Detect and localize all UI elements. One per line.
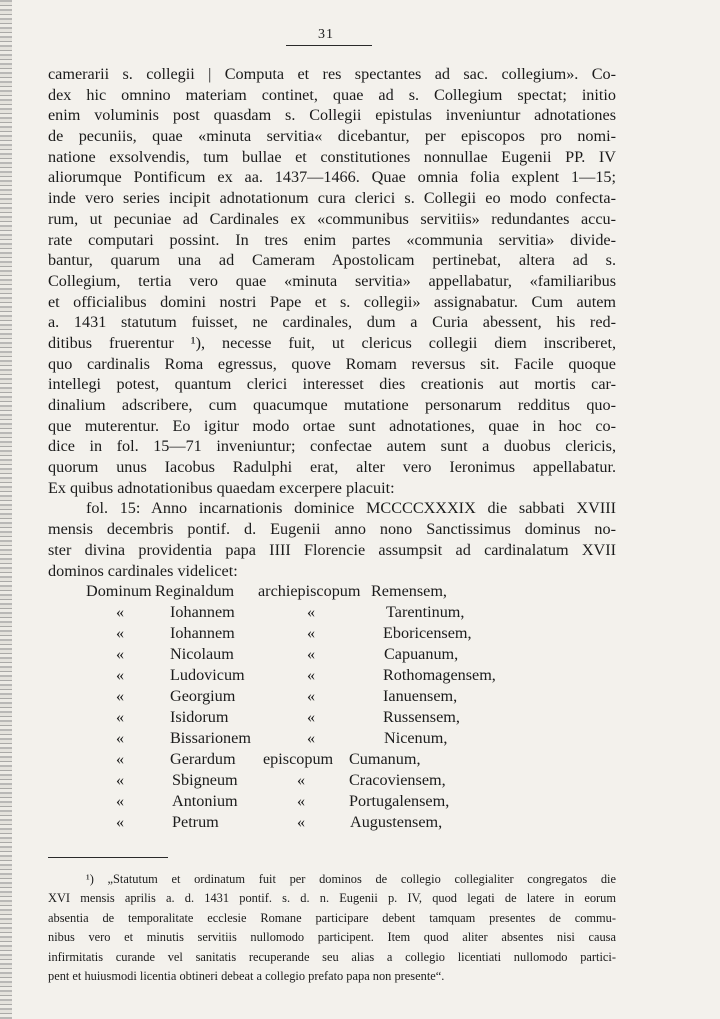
cardinal-rank: « bbox=[307, 687, 316, 705]
row-prefix: « bbox=[116, 750, 125, 768]
text-line: natione exsolvendis, tum bullae et constitutiones nonnullae Eugenii PP. IV bbox=[48, 147, 616, 166]
cardinal-see: Cumanum, bbox=[349, 750, 421, 768]
text-line: et officialibus domini nostri Pape et s. collegii» assignabatur. Cum autem bbox=[48, 292, 616, 311]
cardinal-rank: « bbox=[307, 603, 316, 621]
page-number: 31 bbox=[318, 27, 334, 42]
row-prefix: « bbox=[116, 666, 125, 684]
text-line: dice in fol. 15—71 inveniuntur; confectae autem sunt a duobus clericis, bbox=[48, 437, 616, 456]
cardinal-rank: « bbox=[307, 666, 316, 684]
cardinal-name: Isidorum bbox=[170, 708, 229, 726]
page-number-rule bbox=[286, 45, 372, 46]
cardinal-name: Ludovicum bbox=[170, 666, 245, 684]
footnote bbox=[48, 870, 616, 986]
cardinal-name: Iohannem bbox=[170, 624, 235, 642]
cardinal-name: Iohannem bbox=[170, 603, 235, 621]
text-line: fol. 15: Anno incarnationis dominice MCCCCXXXIX die sabbati XVIII bbox=[86, 499, 616, 518]
text-line: dex hic omnino materiam continet, quae ad s. Collegium spectat; initio bbox=[48, 85, 616, 104]
cardinal-rank: « bbox=[307, 645, 316, 663]
text-line: enim voluminis post quasdam s. Collegii epistulas inveniuntur adnotationes bbox=[48, 106, 616, 125]
text-line: intellegi potest, quantum clerici interesset dies creationis aut mortis car- bbox=[48, 375, 616, 394]
text-line: ster divina providentia papa IIII Florencie assumpsit ad cardinalatum XVII bbox=[48, 540, 616, 559]
cardinal-see: Russensem, bbox=[383, 708, 460, 726]
row-prefix: « bbox=[116, 708, 125, 726]
text-line: quorum unus Iacobus Radulphi erat, alter vero Ieronimus appellabatur. bbox=[48, 458, 616, 477]
cardinal-rank: « bbox=[297, 771, 306, 789]
row-prefix: « bbox=[116, 771, 125, 789]
text-line: quo cardinalis Roma egressus, quove Romam reversus sit. Facile quoque bbox=[48, 354, 616, 373]
cardinal-rank: « bbox=[297, 813, 306, 831]
footnote-line: infirmitatis curande vel sanitatis recuperande seu alias a collegio licentiati nullomodo partici- bbox=[48, 949, 616, 964]
cardinal-see: Rothomagensem, bbox=[383, 666, 496, 684]
text-line: Collegium, tertia vero quae «minuta servitia» appellabatur, «familiaribus bbox=[48, 271, 616, 290]
row-prefix: « bbox=[116, 624, 125, 642]
cardinal-rank: « bbox=[297, 792, 306, 810]
cardinal-see: Augustensem, bbox=[350, 813, 443, 831]
row-prefix: « bbox=[116, 687, 125, 705]
cardinal-rank: episcopum bbox=[263, 750, 334, 768]
cardinal-name: Reginaldum bbox=[155, 582, 235, 600]
row-prefix: « bbox=[116, 813, 125, 831]
text-line: rate computari possint. In tres enim partes «communia servitia» divide- bbox=[48, 230, 616, 249]
text-line: dinalium adscribere, cum quacumque mutatione personarum redditus quo- bbox=[48, 396, 616, 414]
text-line: de pecuniis, quae «minuta servitia« dicebantur, per episcopos pro nomi- bbox=[48, 127, 616, 146]
row-prefix: « bbox=[116, 603, 125, 621]
text-line: que muterentur. Eo igitur modo ortae sunt adnotationes, quae in hoc co- bbox=[48, 416, 616, 435]
row-prefix: « bbox=[116, 645, 125, 663]
text-line: inde vero series incipit adnotationum cura clerici s. Collegii eo modo confecta- bbox=[48, 189, 616, 208]
cardinal-name: Gerardum bbox=[170, 750, 236, 768]
footnote-line: XVI mensis aprilis a. d. 1431 pontif. s. d. n. Eugenii p. IV, quod legati de latere in eorum bbox=[48, 891, 616, 906]
cardinal-rank: « bbox=[307, 729, 316, 747]
text-line: dominos cardinales videlicet: bbox=[48, 561, 238, 580]
cardinal-see: Eboricensem, bbox=[383, 624, 472, 642]
row-prefix: « bbox=[116, 729, 125, 747]
footnote-line: pent et huiusmodi licentia obtineri debeat a collegio prefato papa non presente“. bbox=[48, 968, 445, 983]
cardinal-name: Georgium bbox=[170, 687, 236, 705]
text-line: a. 1431 statutum fuisset, ne cardinales, dum a Curia abessent, his red- bbox=[48, 313, 616, 332]
text-line: bantur, quarum una ad Cameram Apostolicam pertinebat, altera ad s. bbox=[48, 251, 616, 270]
cardinal-name: Nicolaum bbox=[170, 645, 234, 663]
cardinal-see: Tarentinum, bbox=[386, 603, 465, 621]
text-line: Ex quibus adnotationibus quaedam excerpere placuit: bbox=[48, 478, 395, 497]
footnote-rule bbox=[48, 857, 168, 858]
text-line: camerarii s. collegii | Computa et res spectantes ad sac. collegium». Co- bbox=[48, 65, 616, 83]
cardinal-see: Capuanum, bbox=[384, 645, 459, 663]
row-prefix: Dominum bbox=[86, 582, 152, 600]
cardinal-name: Petrum bbox=[172, 813, 219, 831]
cardinal-see: Remensem, bbox=[371, 582, 447, 600]
book-spine-edge bbox=[0, 0, 12, 1019]
cardinal-name: Sbigneum bbox=[172, 771, 238, 789]
main-text bbox=[48, 64, 616, 581]
text-line: aliorumque Pontificum ex aa. 1437—1466. Quae omnia folia explent 1—15; bbox=[48, 168, 616, 187]
cardinal-see: Cracoviensem, bbox=[349, 771, 446, 789]
text-line: rum, ut pecuniae ad Cardinales ex «communibus servitiis» redundantes accu- bbox=[48, 209, 616, 228]
footnote-line: nibus vero et minutis servitiis nullomodo participent. Item quod aliter absentes nisi causa bbox=[48, 930, 616, 945]
cardinal-see: Ianuensem, bbox=[383, 687, 458, 705]
cardinal-see: Nicenum, bbox=[384, 729, 448, 747]
text-line: ditibus fruerentur ¹), necesse fuit, ut clericus collegii diem inscriberet, bbox=[48, 333, 616, 352]
cardinal-rank: « bbox=[307, 624, 316, 642]
row-prefix: « bbox=[116, 792, 125, 810]
text-line: mensis decembris pontif. d. Eugenii anno nono Sanctissimus dominus no- bbox=[48, 520, 616, 539]
cardinal-rank: archiepiscopum bbox=[258, 582, 361, 600]
footnote-line: ¹) „Statutum et ordinatum fuit per dominos de collegio collegialiter congregatos die bbox=[86, 872, 616, 886]
cardinal-name: Bissarionem bbox=[170, 729, 251, 747]
footnote-line: absentia de temporalitate ecclesie Romane participare debent tamquam presentes de commu- bbox=[48, 910, 616, 925]
cardinal-see: Portugalensem, bbox=[349, 792, 450, 810]
cardinal-rank: « bbox=[307, 708, 316, 726]
cardinal-name: Antonium bbox=[172, 792, 238, 810]
